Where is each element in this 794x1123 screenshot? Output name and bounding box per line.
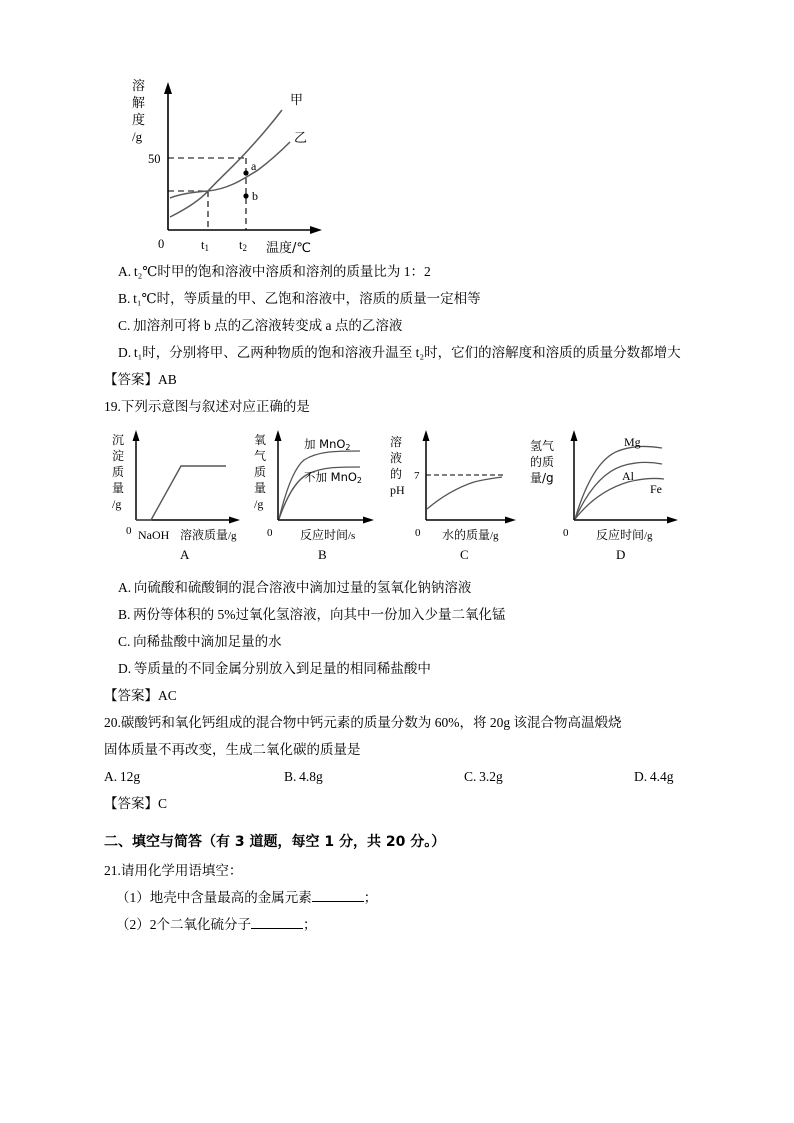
fig1-ylabel-char-1: 解 (132, 96, 146, 111)
q18-option-c-text: C. 加溶剂可将 b 点的乙溶液转变成 a 点的乙溶液 (118, 318, 403, 333)
fig1-y-arrow (164, 82, 172, 94)
svg-text:质: 质 (254, 465, 267, 479)
q19-option-c-text: C. 向稀盐酸中滴加足量的水 (118, 634, 282, 649)
fig1-ylabel-char-3: /g (132, 129, 143, 144)
chart-b-letter: B (318, 547, 327, 562)
fig1-point-b (243, 193, 248, 198)
svg-text:量: 量 (112, 481, 125, 495)
fig1-label-b: b (252, 189, 258, 203)
q19-option-d-text: D. 等质量的不同金属分别放入到足量的相同稀盐酸中 (118, 661, 431, 676)
q20-option-a: A. 12g (104, 769, 141, 784)
q21-item-1-prefix: （1） (116, 890, 150, 905)
q21-stem (104, 857, 704, 884)
chart-d-curve-al (575, 462, 662, 519)
q18-option-c (104, 312, 704, 339)
q19-chart-row (104, 424, 704, 574)
svg-text:/g: /g (228, 530, 237, 542)
chart-c-ytick-7: 7 (414, 470, 420, 482)
q19-option-a-text: A. 向硫酸和硫酸铜的混合溶液中滴加过量的氢氧化钠钠溶液 (118, 580, 472, 595)
q21-item-2-prefix: （2） (116, 917, 150, 932)
q20-stem-line2: 固体质量不再改变，生成二氧化碳的质量是 (104, 742, 361, 757)
svg-text:溶: 溶 (390, 435, 403, 449)
q19-option-b (104, 601, 704, 628)
fig1-label-a: a (251, 159, 257, 173)
q20-option-d: D. 4.4g (634, 769, 674, 784)
q21-item-1-text: 地壳中含量最高的金属元素 (149, 890, 312, 905)
fig1-point-a (243, 170, 248, 175)
svg-text:/g: /g (644, 530, 653, 542)
q21-stem-text: 请用化学用语填空： (120, 863, 243, 878)
q21-item-1-blank[interactable] (312, 888, 364, 902)
svg-text:气: 气 (254, 449, 267, 463)
svg-text:NaOH: NaOH (138, 528, 170, 542)
q19-option-c (104, 628, 704, 655)
svg-text:质: 质 (112, 465, 125, 479)
chart-d-legend-fe: Fe (650, 482, 662, 496)
section-2-title: 二、填空与简答（有 3 道题，每空 1 分，共 20 分。） (104, 834, 446, 850)
q19-option-d (104, 655, 704, 682)
svg-text:水的质量: 水的质量 (442, 528, 491, 542)
chart-b-group (254, 430, 374, 562)
fig1-ylabel-char-2: 度 (132, 113, 146, 128)
fig1-curve-yi (170, 142, 290, 198)
fig1-label-yi: 乙 (294, 131, 308, 146)
q21-item-2-blank[interactable] (251, 915, 303, 929)
fig1-x-arrow (310, 226, 322, 234)
q20-stem-line1 (104, 709, 704, 736)
q20-options-row (104, 763, 704, 790)
svg-text:0: 0 (563, 527, 569, 539)
fig1-xtick-t2: t2 (239, 238, 247, 253)
svg-text:/g: /g (490, 530, 499, 542)
svg-text:氢气: 氢气 (530, 439, 555, 453)
fig1-xtick-t1: t1 (201, 238, 209, 253)
q21-number: 21. (104, 863, 121, 878)
svg-text:液: 液 (390, 451, 403, 465)
chart-d-legend-mg: Mg (624, 435, 641, 449)
chart-d-group (530, 430, 678, 562)
q19-stem (104, 393, 704, 420)
q20-number: 20. (104, 715, 121, 730)
svg-text:/g: /g (254, 497, 264, 511)
chart-c-letter: C (460, 547, 469, 562)
chart-b-legend-without: 不加 MnO2 (304, 470, 363, 485)
solubility-curve-figure (118, 60, 348, 258)
q19-option-b-text: B. 两份等体积的 5%过氧化氢溶液，向其中一份加入少量二氧化锰 (118, 607, 506, 622)
fig1-ytick-50: 50 (148, 152, 161, 166)
q18-answer: 【答案】AB (104, 372, 177, 387)
svg-text:0: 0 (415, 527, 421, 539)
chart-b-legend-with: 加 MnO2 (304, 437, 351, 452)
svg-text:沉: 沉 (112, 433, 125, 447)
chart-c-curve (427, 477, 502, 509)
svg-text:反应时间: 反应时间 (300, 528, 349, 542)
fig1-ylabel-char-0: 溶 (132, 79, 146, 94)
page-content (104, 60, 704, 938)
svg-text:/s: /s (348, 530, 356, 542)
chart-b-curve-with-mno2 (279, 451, 363, 519)
q20-answer: 【答案】C (104, 796, 168, 811)
q18-option-a (104, 258, 704, 285)
q21-item-2-suffix: ； (303, 917, 317, 932)
fig1-xlabel: 温度/℃ (266, 241, 311, 256)
q21-item-2-text: 2个二氧化硫分子 (149, 917, 251, 932)
fig1-origin: 0 (158, 237, 165, 251)
chart-d-letter: D (616, 547, 626, 562)
chart-d-curve-mg (575, 446, 662, 519)
q19-number: 19. (104, 399, 121, 414)
svg-text:反应时间: 反应时间 (596, 528, 645, 542)
q21-item-2 (104, 911, 704, 938)
q18-option-d-text: D. t₁时，分别将甲、乙两种物质的饱和溶液升温至 t₂时，它们的溶解度和溶质的质量分数都增大 (118, 345, 681, 360)
svg-text:的: 的 (390, 467, 403, 481)
svg-text:/g: /g (112, 497, 122, 511)
chart-a-letter: A (180, 547, 190, 562)
svg-text:溶液质量: 溶液质量 (180, 528, 229, 542)
q20-option-c: C. 3.2g (464, 769, 503, 784)
chart-a-group (112, 430, 240, 562)
q18-option-a-text: A. t₂℃时甲的饱和溶液中溶质和溶剂的质量比为 1：2 (118, 264, 431, 279)
q18-option-b (104, 285, 704, 312)
svg-text:氧: 氧 (254, 433, 267, 447)
svg-text:量: 量 (254, 481, 267, 495)
chart-d-legend-al: Al (622, 469, 634, 483)
svg-text:0: 0 (126, 525, 132, 537)
svg-text:的质: 的质 (530, 455, 555, 469)
svg-text:量/g: 量/g (530, 471, 554, 485)
fig1-label-jia: 甲 (290, 93, 304, 108)
svg-text:0: 0 (267, 527, 273, 539)
chart-c-group (390, 430, 516, 562)
q20-option-b: B. 4.8g (284, 769, 323, 784)
q19-answer: 【答案】AC (104, 688, 177, 703)
q19-stem-text: 下列示意图与叙述对应正确的是 (120, 399, 310, 414)
q18-option-b-text: B. t₁℃时，等质量的甲、乙饱和溶液中，溶质的质量一定相等 (118, 291, 481, 306)
q21-item-1-suffix: ； (363, 890, 378, 905)
q19-option-a (104, 574, 704, 601)
q21-item-1 (104, 884, 704, 911)
svg-text:pH: pH (390, 483, 405, 497)
svg-text:淀: 淀 (112, 449, 125, 463)
q20-stem-text-1: 碳酸钙和氧化钙组成的混合物中钙元素的质量分数为 60%，将 20g 该混合物高温煅烧 (120, 715, 622, 730)
chart-a-curve (136, 466, 226, 520)
q18-option-d (104, 339, 704, 366)
